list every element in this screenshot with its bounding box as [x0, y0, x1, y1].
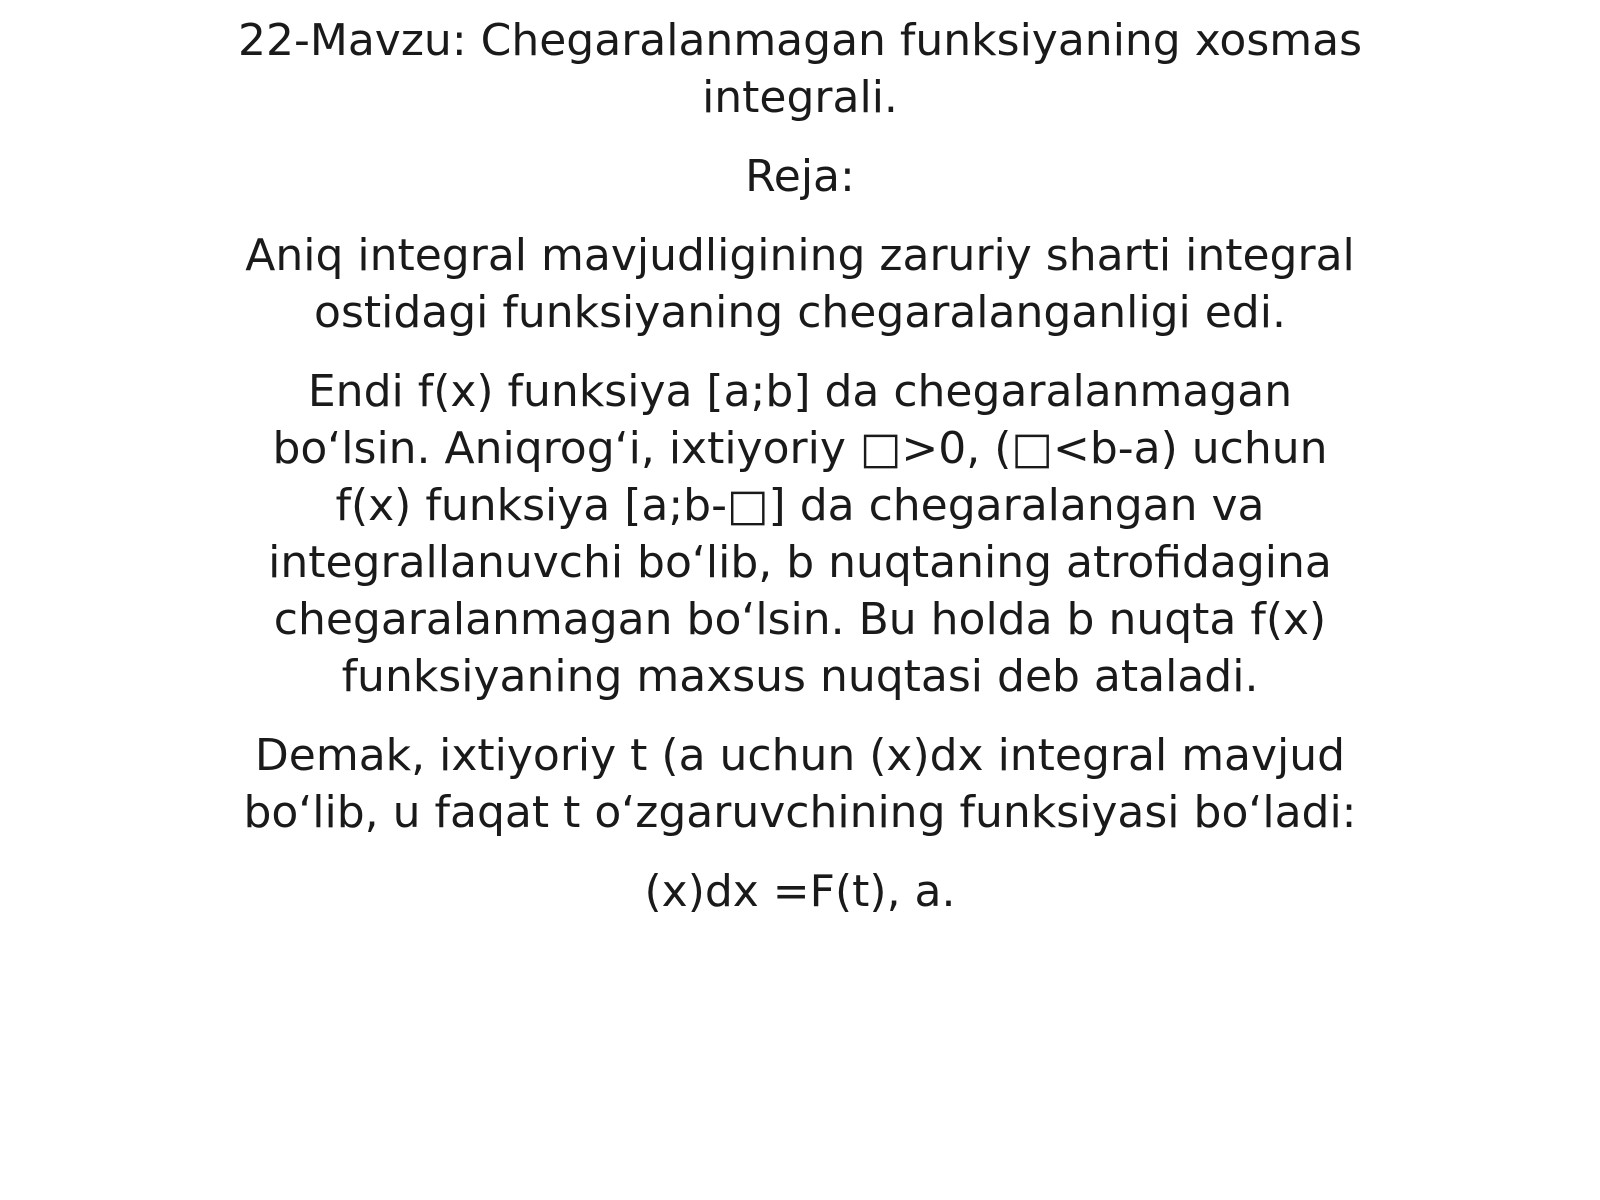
- formula-line: (x)dx =F(t), a.: [644, 866, 956, 917]
- slide-subtitle: Reja:: [745, 151, 855, 202]
- paragraph-condition: Aniq integral mavjudligining zaruriy sharti integral ostidagi funksiyaning chegaralanganligi edi.: [245, 230, 1355, 338]
- paragraph-conclusion: Demak, ixtiyoriy t (a uchun (x)dx integral mavjud bo‘lib, u faqat t o‘zgaruvchining funksiyasi bo‘ladi:: [243, 730, 1357, 838]
- slide-title: 22-Mavzu: Chegaralanmagan funksiyaning xosmas integrali.: [238, 15, 1362, 123]
- slide-content: [236, 12, 1364, 942]
- paragraph-definition: Endi f(x) funksiya [a;b] da chegaralanmagan bo‘lsin. Aniqrog‘i, ixtiyoriy □>0, (□<b-a) uchun f(x) funksiya [a;b-□] da chegaralangan va integrallanuvchi bo‘lib, b nuqtaning atrofidagina chegaralanmagan bo‘lsin. Bu holda b nuqta f(x) funksiyaning maxsus nuqtasi deb ataladi.: [268, 366, 1332, 702]
